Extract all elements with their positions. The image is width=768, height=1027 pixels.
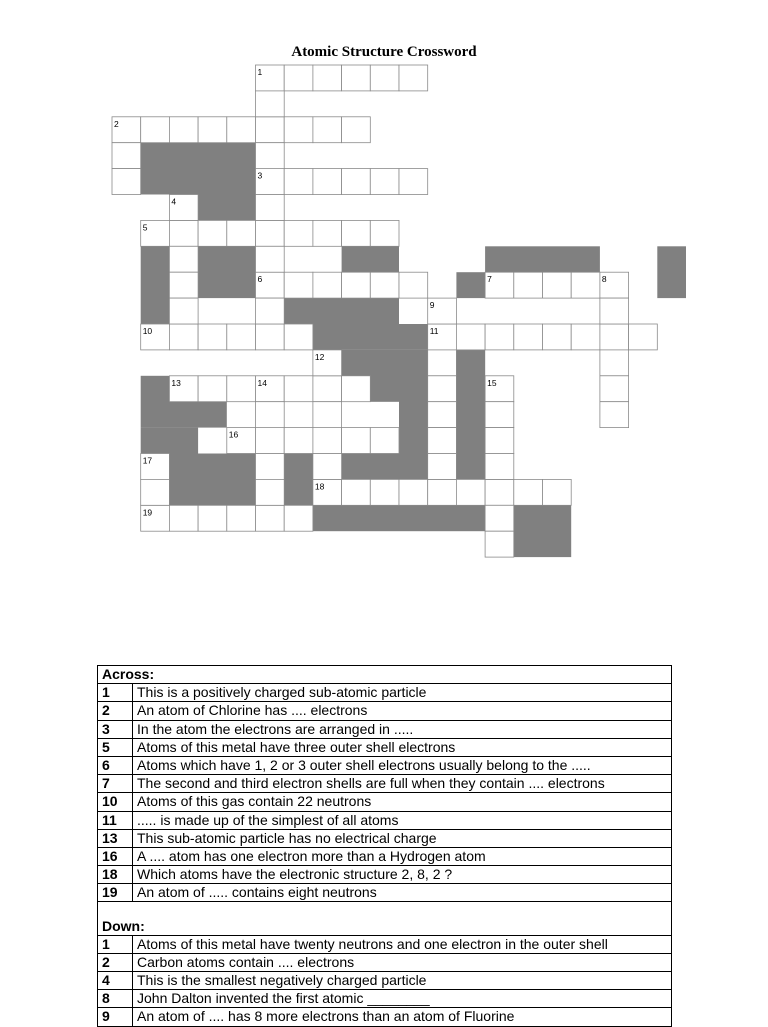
- grid-cell: [399, 272, 428, 298]
- grid-cell: [256, 117, 285, 143]
- down-heading-row: [98, 917, 672, 935]
- down-clue-row: [98, 990, 672, 1008]
- grid-cell: [256, 454, 285, 480]
- grid-cell: [370, 220, 399, 246]
- grid-cell: [313, 272, 342, 298]
- grid-cell: [600, 402, 629, 428]
- grid-cell: [600, 324, 629, 350]
- across-clue-row: [98, 811, 672, 829]
- clue-number-8: 8: [601, 274, 607, 285]
- across-clue-number: 6: [98, 756, 133, 774]
- across-clue-number: 2: [98, 702, 133, 720]
- grid-cell: [169, 117, 198, 143]
- shaded-block: [342, 246, 399, 272]
- grid-cell: [342, 428, 371, 454]
- grid-cell: [141, 117, 170, 143]
- down-clue-number: 1: [98, 935, 133, 953]
- grid-cell: [600, 298, 629, 324]
- grid-cell: [370, 428, 399, 454]
- across-clue-row: [98, 738, 672, 756]
- across-clue-row: [98, 702, 672, 720]
- grid-cell: [256, 143, 285, 169]
- across-clue-text: An atom of Chlorine has .... electrons: [133, 702, 672, 720]
- grid-cell: [284, 272, 313, 298]
- across-clue-row: [98, 720, 672, 738]
- grid-cell: [342, 220, 371, 246]
- across-clue-text: The second and third electron shells are full when they contain .... electrons: [133, 775, 672, 793]
- grid-cell: [227, 505, 256, 531]
- shaded-block: [456, 272, 485, 298]
- down-clue-text: An atom of .... has 8 more electrons than an atom of Fluorine: [133, 1008, 672, 1026]
- clue-number-13: 13: [171, 377, 181, 388]
- grid-cell: [313, 117, 342, 143]
- grid-cell: [313, 220, 342, 246]
- section-spacer: [98, 902, 672, 918]
- down-heading: Down:: [98, 917, 672, 935]
- down-clue-text: Atoms of this metal have twenty neutrons and one electron in the outer shell: [133, 935, 672, 953]
- clue-number-7: 7: [487, 274, 492, 285]
- grid-cell: [284, 117, 313, 143]
- grid-cell: [198, 324, 227, 350]
- clue-number-11: 11: [429, 326, 439, 336]
- grid-cell: [256, 220, 285, 246]
- down-clue-number: 9: [98, 1008, 133, 1026]
- grid-cell: [284, 220, 313, 246]
- grid-cell: [256, 479, 285, 505]
- page-title: Atomic Structure Crossword: [291, 44, 477, 60]
- across-clue-text: This sub-atomic particle has no electrical charge: [133, 829, 672, 847]
- clue-table: [97, 665, 672, 1027]
- clue-number-3: 3: [257, 170, 263, 181]
- across-clue-text: Atoms which have 1, 2 or 3 outer shell electrons usually belong to the .....: [133, 756, 672, 774]
- grid-cell: [485, 505, 514, 531]
- across-clue-number: 7: [98, 775, 133, 793]
- across-clue-number: 19: [98, 884, 133, 902]
- grid-cell: [284, 324, 313, 350]
- down-clue-number: 2: [98, 953, 133, 971]
- grid-cell: [370, 272, 399, 298]
- grid-cell: [342, 117, 371, 143]
- grid-cell: [543, 272, 572, 298]
- grid-cell: [256, 428, 285, 454]
- clue-number-1: 1: [257, 67, 263, 77]
- grid-cell: [428, 402, 457, 428]
- shaded-block: [141, 428, 198, 454]
- across-heading: Across:: [98, 666, 672, 684]
- grid-cell: [399, 169, 428, 195]
- across-clue-text: Which atoms have the electronic structure 2, 8, 2 ?: [133, 866, 672, 884]
- grid-cell: [485, 428, 514, 454]
- clue-table-body: [98, 666, 672, 1027]
- grid-cell: [342, 272, 371, 298]
- shaded-block: [141, 246, 170, 324]
- grid-cell: [256, 402, 285, 428]
- shaded-block: [313, 505, 485, 531]
- clue-number-4: 4: [171, 196, 177, 207]
- shaded-block: [657, 246, 686, 298]
- grid-cell: [485, 454, 514, 480]
- across-clue-number: 16: [98, 847, 133, 865]
- across-clue-row: [98, 829, 672, 847]
- across-clue-row: [98, 866, 672, 884]
- across-clue-number: 18: [98, 866, 133, 884]
- grid-cell: [227, 220, 256, 246]
- down-clue-text: Carbon atoms contain .... electrons: [133, 953, 672, 971]
- shaded-block: [514, 505, 571, 557]
- grid-cell: [256, 91, 285, 117]
- down-clue-row: [98, 972, 672, 990]
- down-clue-row: [98, 1008, 672, 1026]
- grid-cell: [485, 479, 514, 505]
- grid-cell: [485, 531, 514, 557]
- grid-cell: [256, 298, 285, 324]
- grid-cell: [485, 402, 514, 428]
- grid-cell: [370, 479, 399, 505]
- grid-cell: [141, 479, 170, 505]
- across-clue-row: [98, 793, 672, 811]
- across-clue-text: An atom of ..... contains eight neutrons: [133, 884, 672, 902]
- grid-cell: [342, 65, 371, 91]
- grid-cell: [198, 376, 227, 402]
- clue-number-9: 9: [429, 300, 435, 311]
- clue-number-2: 2: [114, 118, 119, 129]
- down-clue-text: This is the smallest negatively charged particle: [133, 972, 672, 990]
- across-clue-number: 11: [98, 811, 133, 829]
- grid-cell: [313, 376, 342, 402]
- across-clue-row: [98, 847, 672, 865]
- across-clue-number: 10: [98, 793, 133, 811]
- grid-cell: [198, 505, 227, 531]
- grid-cell: [543, 479, 572, 505]
- grid-cell: [169, 324, 198, 350]
- grid-cell: [227, 324, 256, 350]
- shaded-block: [456, 350, 485, 480]
- clue-number-5: 5: [142, 222, 148, 233]
- grid-cell: [370, 169, 399, 195]
- grid-cell: [256, 195, 285, 221]
- across-clue-number: 1: [98, 684, 133, 702]
- grid-cell: [112, 143, 141, 169]
- clue-number-10: 10: [142, 326, 153, 336]
- grid-cell: [112, 169, 141, 195]
- grid-cell: [284, 376, 313, 402]
- across-clue-text: A .... atom has one electron more than a Hydrogen atom: [133, 847, 672, 865]
- grid-cell: [284, 169, 313, 195]
- clue-number-18: 18: [314, 481, 325, 492]
- grid-cell: [313, 454, 342, 480]
- grid-cell: [456, 479, 485, 505]
- grid-cell: [514, 324, 543, 350]
- grid-cell: [284, 65, 313, 91]
- across-clue-row: [98, 756, 672, 774]
- across-clue-row: [98, 884, 672, 902]
- grid-cell: [256, 505, 285, 531]
- grid-cell: [571, 272, 600, 298]
- grid-cell: [399, 65, 428, 91]
- clue-number-12: 12: [314, 351, 325, 362]
- grid-cell: [342, 479, 371, 505]
- grid-cell: [313, 169, 342, 195]
- grid-cell: [284, 505, 313, 531]
- across-clue-row: [98, 684, 672, 702]
- spacer-cell: [98, 902, 672, 918]
- grid-cell: [342, 376, 371, 402]
- grid-cell: [198, 117, 227, 143]
- down-clue-row: [98, 953, 672, 971]
- grid-cell: [543, 324, 572, 350]
- across-clue-text: In the atom the electrons are arranged in .....: [133, 720, 672, 738]
- across-clue-text: This is a positively charged sub-atomic particle: [133, 684, 672, 702]
- grid-cell: [227, 376, 256, 402]
- grid-cell: [600, 376, 629, 402]
- down-clue-row: [98, 935, 672, 953]
- grid-cell: [428, 350, 457, 376]
- grid-cell: [313, 402, 342, 428]
- grid-cell: [342, 169, 371, 195]
- grid-cell: [428, 479, 457, 505]
- grid-cell: [198, 220, 227, 246]
- grid-cell: [629, 324, 658, 350]
- grid-cell: [428, 376, 457, 402]
- down-clue-number: 8: [98, 990, 133, 1008]
- clue-number-16: 16: [228, 429, 239, 440]
- clue-number-17: 17: [142, 455, 153, 466]
- grid-cell: [514, 479, 543, 505]
- grid-cell: [169, 272, 198, 298]
- across-clue-text: Atoms of this gas contain 22 neutrons: [133, 793, 672, 811]
- clue-number-6: 6: [257, 274, 263, 285]
- grid-cell: [428, 428, 457, 454]
- grid-cell: [227, 117, 256, 143]
- grid-cell: [169, 505, 198, 531]
- grid-cell: [169, 246, 198, 272]
- grid-cell: [399, 479, 428, 505]
- down-clue-number: 4: [98, 972, 133, 990]
- grid-cell: [256, 324, 285, 350]
- clue-number-19: 19: [142, 507, 153, 518]
- across-heading-row: [98, 666, 672, 684]
- across-clue-row: [98, 775, 672, 793]
- grid-cell: [456, 324, 485, 350]
- clue-number-15: 15: [487, 377, 497, 388]
- across-clue-number: 3: [98, 720, 133, 738]
- across-clue-text: Atoms of this metal have three outer shell electrons: [133, 738, 672, 756]
- grid-cell: [514, 272, 543, 298]
- clue-number-14: 14: [257, 377, 267, 388]
- across-clue-number: 13: [98, 829, 133, 847]
- grid-cell: [485, 324, 514, 350]
- down-clue-text: John Dalton invented the first atomic ________: [133, 990, 672, 1008]
- grid-cell: [370, 65, 399, 91]
- grid-cell: [313, 65, 342, 91]
- across-clue-text: ..... is made up of the simplest of all atoms: [133, 811, 672, 829]
- grid-cell: [600, 350, 629, 376]
- grid-cell: [256, 246, 285, 272]
- grid-cell: [428, 454, 457, 480]
- grid-cell: [169, 298, 198, 324]
- grid-cell: [313, 428, 342, 454]
- grid-cell: [571, 324, 600, 350]
- shaded-block: [198, 246, 255, 298]
- across-clue-number: 5: [98, 738, 133, 756]
- grid-cell: [284, 428, 313, 454]
- grid-cell: [169, 220, 198, 246]
- shaded-block: [141, 143, 256, 195]
